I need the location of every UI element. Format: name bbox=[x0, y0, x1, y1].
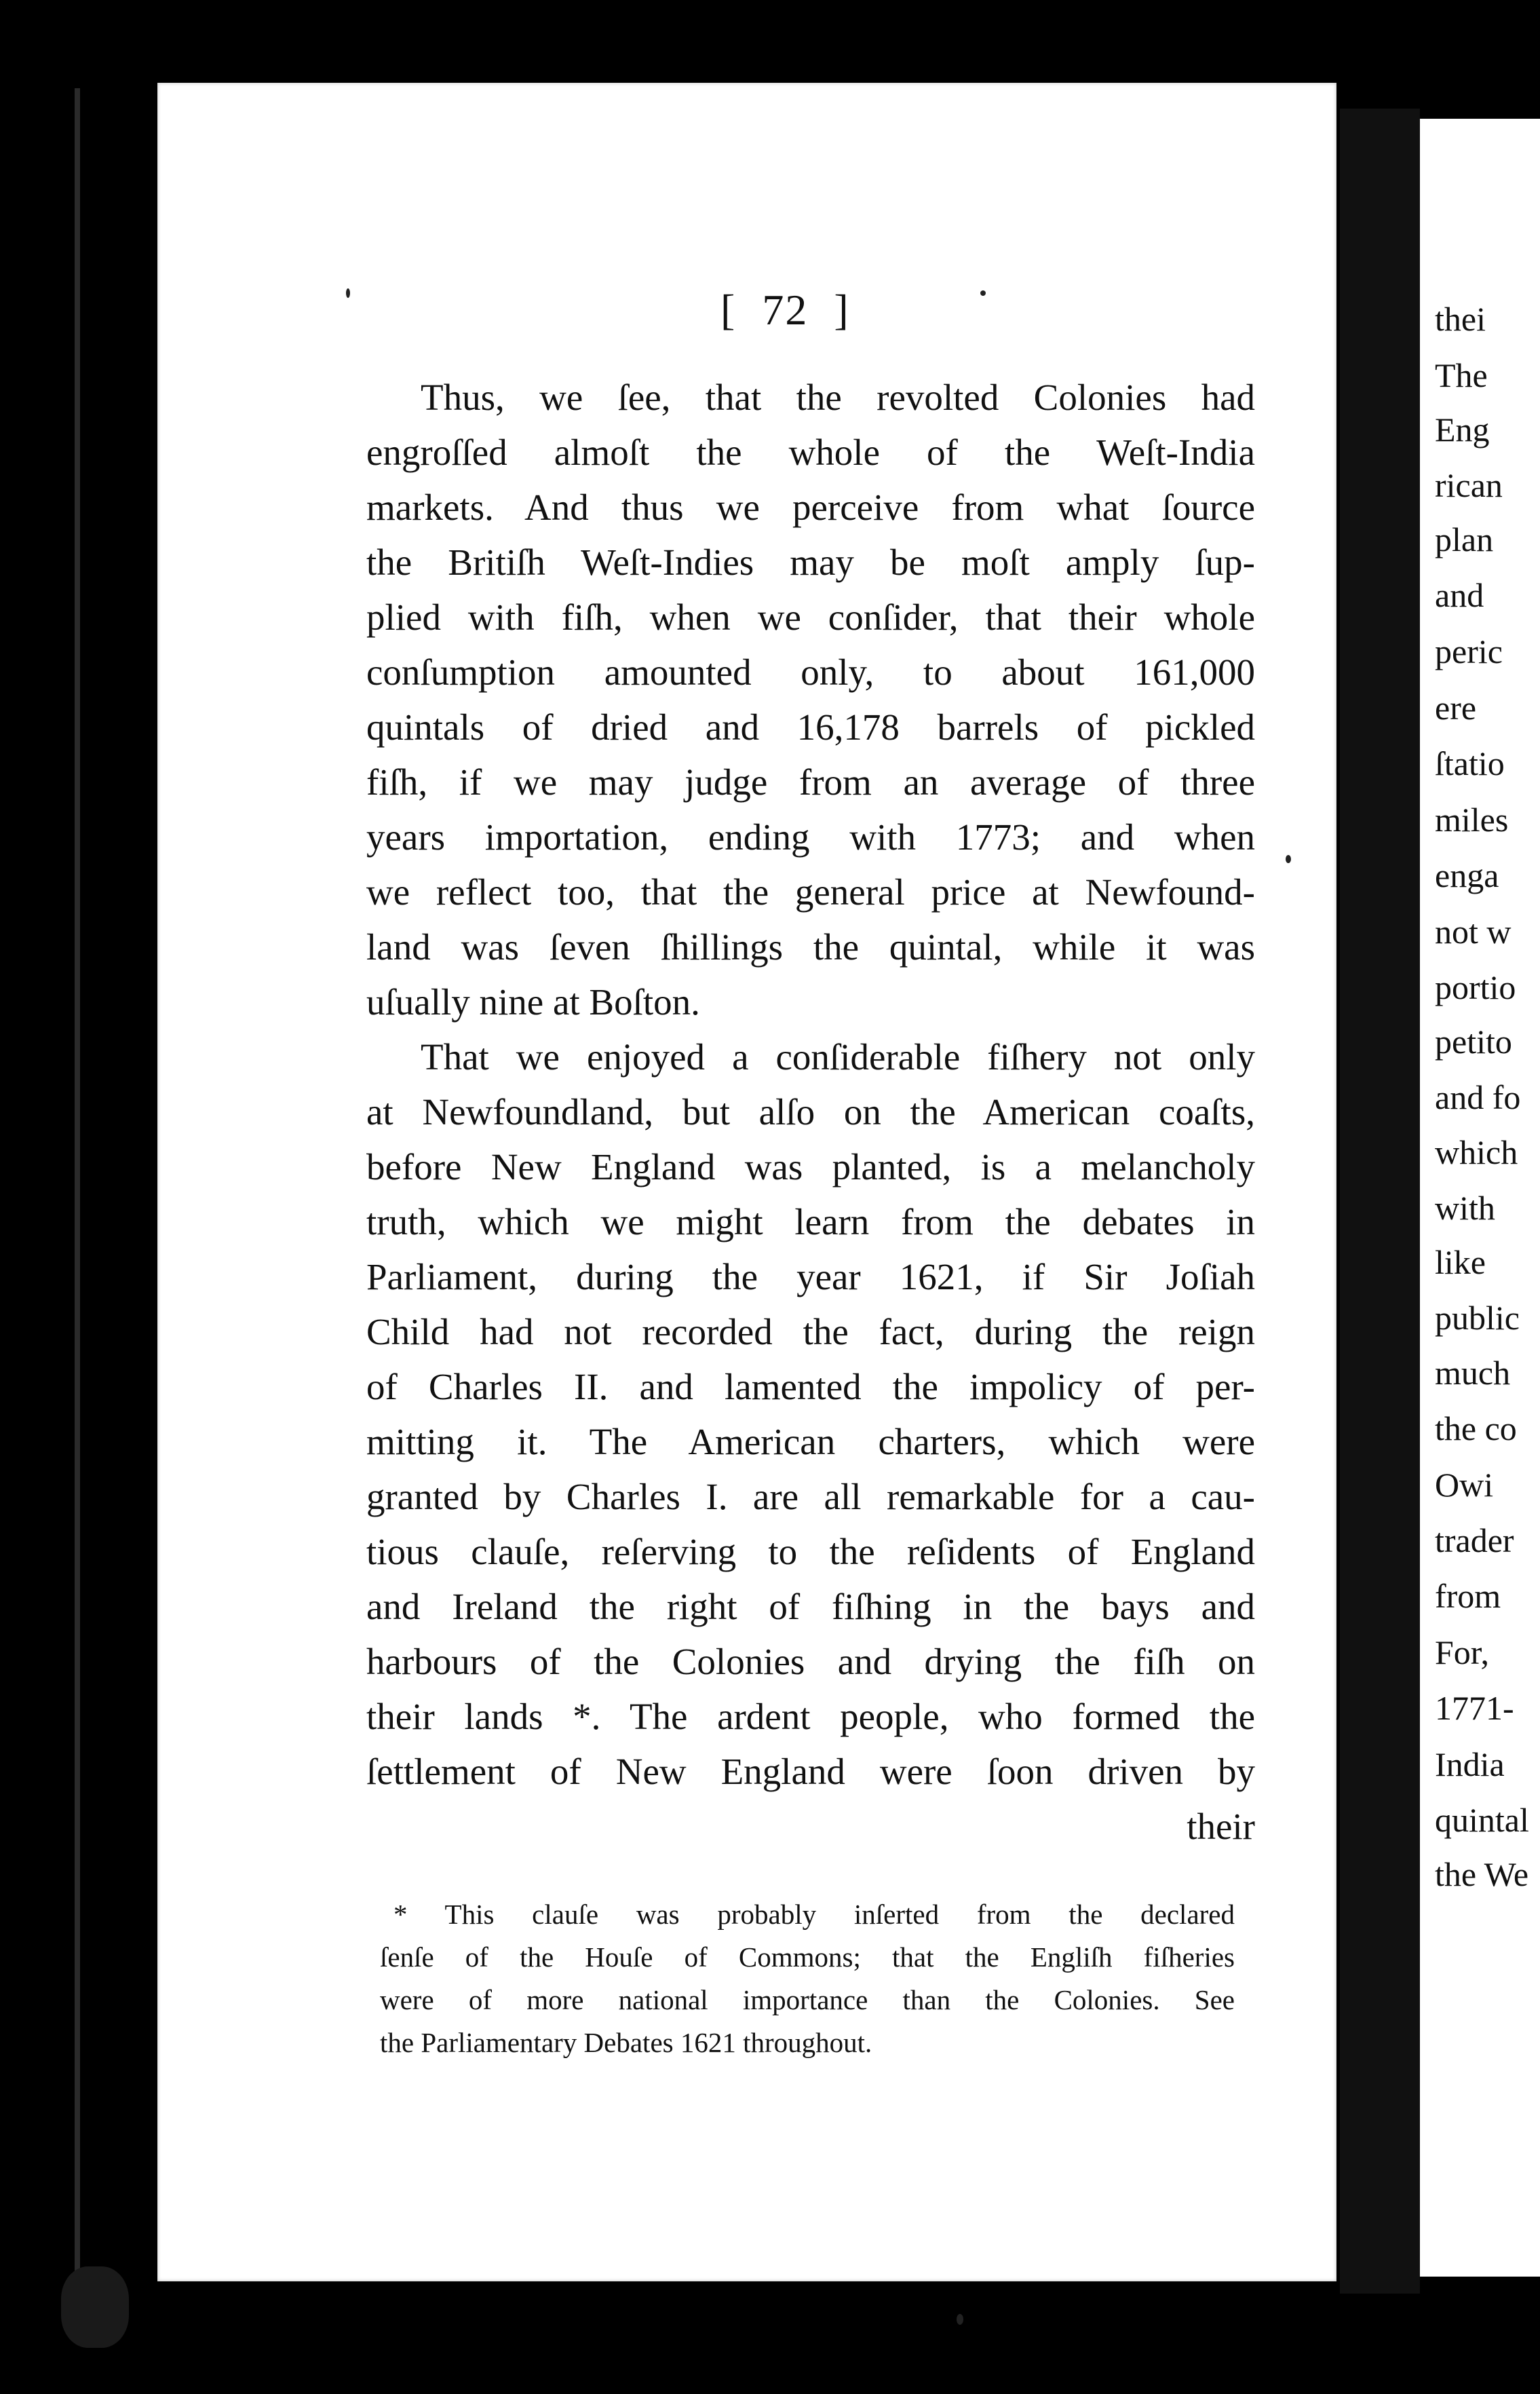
text-line: conſumption amounted only, to about 161,000 bbox=[366, 651, 1255, 693]
footnote-line: * This clauſe was probably inſerted from the declared bbox=[393, 1899, 1235, 1930]
facing-page-line: thei bbox=[1435, 300, 1486, 338]
text-line: Parliament, during the year 1621, if Sir Joſiah bbox=[366, 1256, 1255, 1297]
facing-page-line: trader bbox=[1435, 1521, 1514, 1559]
facing-page-line: much bbox=[1435, 1354, 1511, 1392]
text-line: uſually nine at Boſton. bbox=[366, 981, 700, 1023]
facing-page-line: The bbox=[1435, 356, 1488, 394]
text-line: harbours of the Colonies and drying the fiſh on bbox=[366, 1641, 1255, 1682]
text-line: the Britiſh Weſt-Indies may be moſt amply ſup- bbox=[366, 542, 1255, 583]
body-text bbox=[366, 370, 1255, 1854]
facing-page-line: Eng bbox=[1435, 411, 1490, 449]
text-line: fiſh, if we may judge from an average of three bbox=[366, 761, 1255, 803]
facing-page-line: like bbox=[1435, 1243, 1486, 1281]
facing-page-line: For, bbox=[1435, 1633, 1489, 1671]
facing-page-line: with bbox=[1435, 1189, 1495, 1227]
text-line: That we enjoyed a conſiderable fiſhery not only bbox=[421, 1036, 1255, 1078]
print-speck bbox=[957, 2314, 963, 2325]
page-corner-shadow bbox=[61, 2266, 129, 2348]
facing-page-line: not w bbox=[1435, 913, 1512, 951]
facing-page-line: ere bbox=[1435, 689, 1477, 727]
facing-page-line: enga bbox=[1435, 856, 1499, 894]
text-line: mitting it. The American charters, which were bbox=[366, 1421, 1255, 1462]
footnote-line: the Parliamentary Debates 1621 throughout. bbox=[380, 2027, 872, 2058]
facing-page-line: which bbox=[1435, 1133, 1518, 1171]
text-line: years importation, ending with 1773; and when bbox=[366, 816, 1255, 858]
text-line: land was ſeven ſhillings the quintal, while it was bbox=[366, 926, 1255, 968]
text-line: at Newfoundland, but alſo on the American coaſts, bbox=[366, 1091, 1255, 1133]
bracket-right: ] bbox=[834, 286, 850, 334]
facing-page-line: peric bbox=[1435, 632, 1503, 670]
print-speck bbox=[1286, 855, 1291, 863]
book-gutter bbox=[1340, 109, 1420, 2294]
text-line: truth, which we might learn from the debates in bbox=[366, 1201, 1255, 1242]
facing-page-line: public bbox=[1435, 1299, 1520, 1337]
text-line: quintals of dried and 16,178 barrels of pickled bbox=[366, 706, 1255, 748]
text-line: granted by Charles I. are all remarkable for a cau- bbox=[366, 1476, 1255, 1517]
footnote-line: were of more national importance than the Colonies. See bbox=[380, 1984, 1235, 2015]
footnote-line: ſenſe of the Houſe of Commons; that the Engliſh fiſheries bbox=[380, 1941, 1235, 1973]
text-line: engroſſed almoſt the whole of the Weſt-India bbox=[366, 432, 1255, 473]
page-number: 72 bbox=[762, 286, 809, 334]
facing-page-line: petito bbox=[1435, 1023, 1512, 1061]
facing-page-line: rican bbox=[1435, 466, 1503, 504]
footnote bbox=[380, 1893, 1235, 2064]
text-line: Child had not recorded the fact, during the reign bbox=[366, 1311, 1255, 1352]
text-line: and Ireland the right of fiſhing in the bays and bbox=[366, 1586, 1255, 1627]
facing-page-line: India bbox=[1435, 1745, 1505, 1783]
facing-page-line: ſtatio bbox=[1435, 744, 1505, 782]
text-line: plied with fiſh, when we conſider, that their whole bbox=[366, 596, 1255, 638]
facing-page-line: plan bbox=[1435, 520, 1494, 558]
text-line: markets. And thus we perceive from what ſource bbox=[366, 487, 1255, 528]
facing-page-line: portio bbox=[1435, 968, 1516, 1006]
facing-page-line: from bbox=[1435, 1577, 1501, 1615]
text-line: their lands *. The ardent people, who formed the bbox=[366, 1696, 1255, 1737]
bracket-left: [ bbox=[720, 286, 737, 334]
facing-page-line: and fo bbox=[1435, 1078, 1521, 1116]
facing-page-line: miles bbox=[1435, 801, 1509, 839]
catchword: their bbox=[1187, 1806, 1255, 1847]
text-line: before New England was planted, is a melancholy bbox=[366, 1146, 1255, 1188]
facing-page-line: quintal bbox=[1435, 1801, 1529, 1839]
print-speck bbox=[346, 288, 350, 298]
facing-page-line: 1771- bbox=[1435, 1689, 1514, 1727]
text-line: ſettlement of New England were ſoon driven by bbox=[366, 1751, 1255, 1792]
facing-page bbox=[1420, 119, 1540, 2277]
text-line: tious clauſe, reſerving to the reſidents of England bbox=[366, 1531, 1255, 1572]
facing-page-line: the co bbox=[1435, 1409, 1517, 1447]
print-speck bbox=[980, 290, 986, 296]
page-number-header bbox=[720, 285, 850, 335]
text-line: Thus, we ſee, that the revolted Colonies had bbox=[421, 377, 1255, 418]
facing-page-line: and bbox=[1435, 576, 1484, 614]
text-line: of Charles II. and lamented the impolicy of per- bbox=[366, 1366, 1255, 1407]
text-line: we reflect too, that the general price at Newfound- bbox=[366, 871, 1255, 913]
facing-page-line: Owi bbox=[1435, 1466, 1494, 1504]
book-edge bbox=[75, 88, 80, 2328]
facing-page-line: the We bbox=[1435, 1855, 1529, 1893]
